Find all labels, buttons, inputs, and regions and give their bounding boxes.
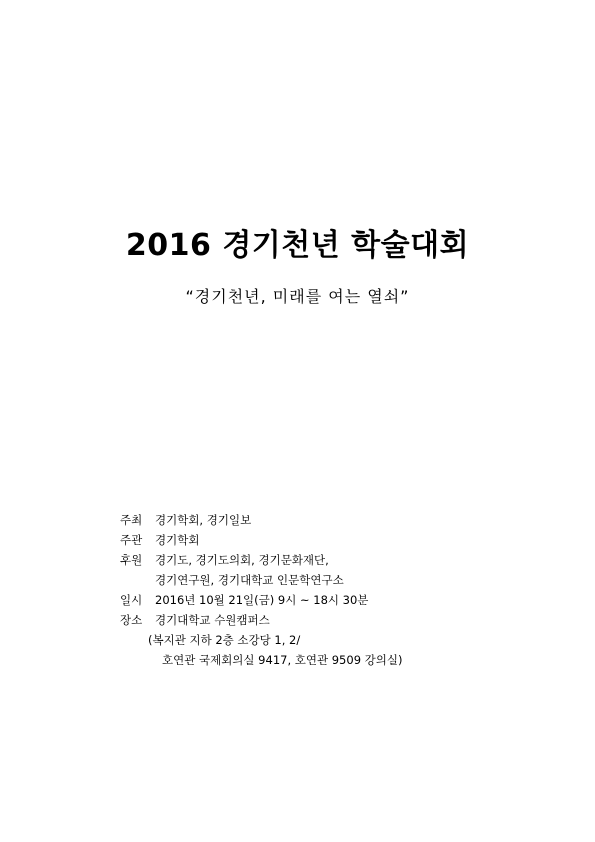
- sponsor-continuation-row: [120, 570, 402, 590]
- sponsor-continuation: 경기연구원, 경기대학교 인문학연구소: [155, 573, 344, 587]
- venue-continuation-1: (복지관 지하 2층 소강당 1, 2/: [148, 633, 301, 647]
- organizer-label: 주관: [120, 533, 143, 547]
- event-info-block: [120, 510, 402, 670]
- venue-value: 경기대학교 수원캠퍼스: [155, 613, 270, 627]
- venue-continuation-row-1: [120, 630, 402, 650]
- document-subtitle: “경기천년, 미래를 여는 열쇠”: [185, 287, 410, 306]
- datetime-value: 2016년 10월 21일(금) 9시 ~ 18시 30분: [155, 593, 369, 607]
- document-title: 2016 경기천년 학술대회: [125, 228, 470, 263]
- venue-row: [120, 610, 402, 630]
- venue-continuation-row-2: [120, 650, 402, 670]
- venue-label: 장소: [120, 613, 143, 627]
- host-value: 경기학회, 경기일보: [155, 513, 252, 527]
- organizer-row: [120, 530, 402, 550]
- sponsor-row: [120, 550, 402, 570]
- host-row: [120, 510, 402, 530]
- datetime-row: [120, 590, 402, 610]
- host-label: 주최: [120, 513, 143, 527]
- sponsor-value: 경기도, 경기도의회, 경기문화재단,: [155, 553, 329, 567]
- sponsor-label: 후원: [120, 553, 143, 567]
- organizer-value: 경기학회: [155, 533, 200, 547]
- venue-continuation-2: 호연관 국제회의실 9417, 호연관 9509 강의실): [162, 653, 403, 667]
- datetime-label: 일시: [120, 593, 143, 607]
